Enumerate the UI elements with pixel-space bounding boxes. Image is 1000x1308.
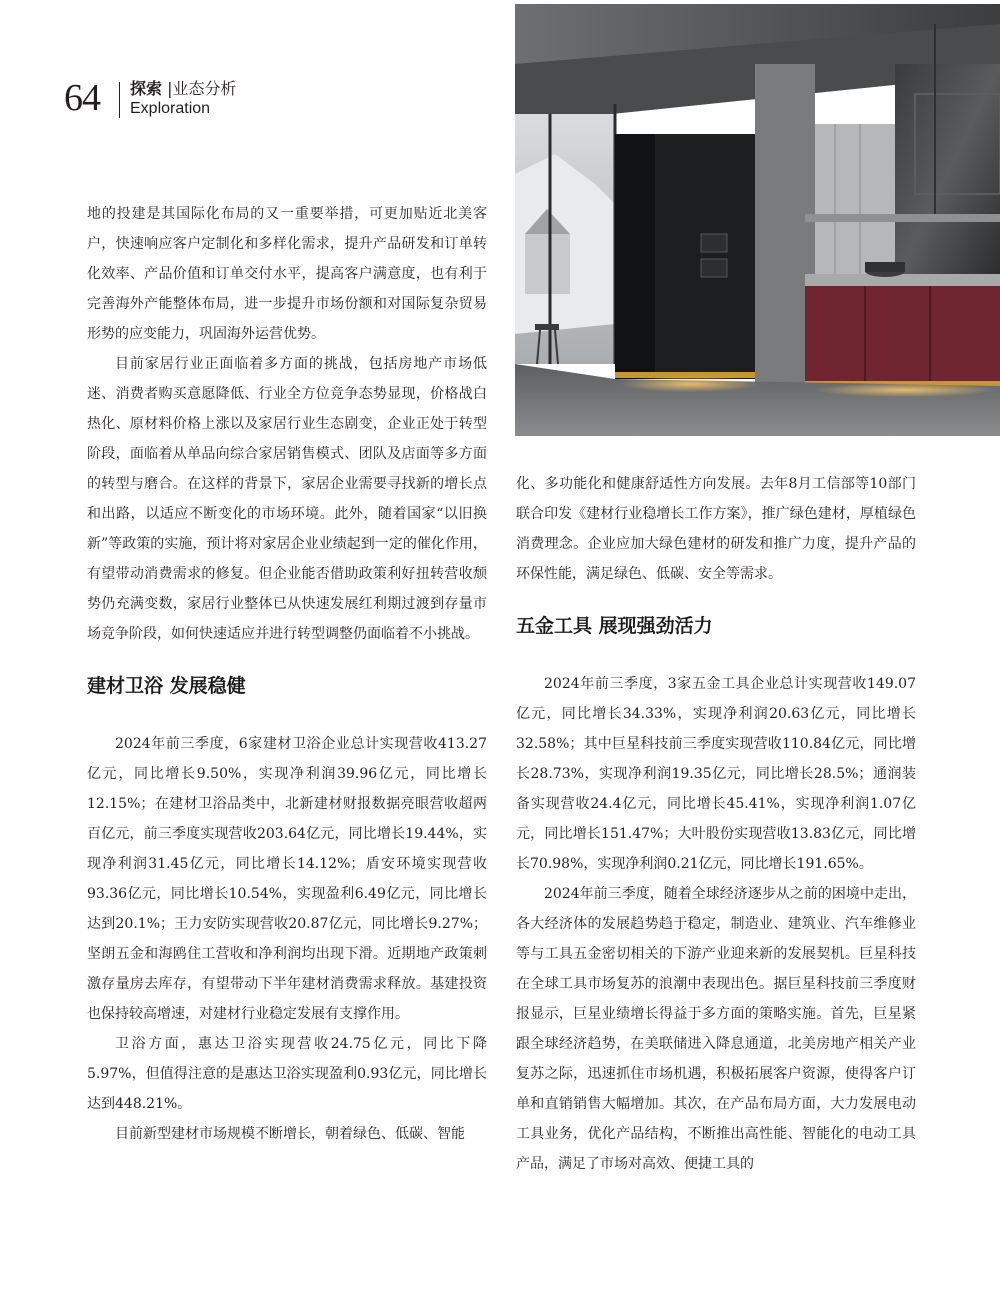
section-title: 探索 <box>130 79 163 98</box>
kitchen-photo-illustration <box>515 4 1000 436</box>
right-column <box>516 469 916 1179</box>
left-paragraph-1: 地的投建是其国际化布局的又一重要举措，可更加贴近北美客户，快速响应客户定制化和多样化需求，提升产品研发和订单转化效率、产品价值和订单交付水平，提高客户满意度，也有利于完善海外产能整体布局，进一步提升市场份额和对国际复杂贸易形势的应变能力，巩固海外运营优势。 <box>87 206 487 342</box>
page-number: 64 <box>64 77 100 119</box>
section-separator: | <box>167 79 173 98</box>
left-paragraph-2: 目前家居行业正面临着多方面的挑战，包括房地产市场低迷、消费者购买意愿降低、行业全方位竞争态势显现，价格战白热化、原材料价格上涨以及家居行业生态剧变，企业正处于转型阶段，面临着从单品向综合家居销售模式、团队及店面等多方面的转型与磨合。在这样的背景下，家居企业需要寻找新的增长点和出路，以适应不断变化的市场环境。此外，随着国家“以旧换新”等政策的实施，预计将对家居企业业绩起到一定的催化作用，有望带动消费需求的修复。但企业能否借助政策利好扭转营收颓势仍充满变数，家居行业整体已从快速发展红利期过渡到存量市场竞争阶段，如何快速适应并进行转型调整仍面临着不小挑战。 <box>87 356 487 642</box>
left-column <box>87 199 487 1149</box>
left-paragraph-4: 卫浴方面，惠达卫浴实现营收24.75亿元，同比下降5.97%，但值得注意的是惠达卫浴实现盈利0.93亿元，同比增长达到448.21%。 <box>87 1036 487 1112</box>
right-paragraph-3: 2024年前三季度，随着全球经济逐步从之前的困境中走出，各大经济体的发展趋势趋于稳定，制造业、建筑业、汽车维修业等与工具五金密切相关的下游产业迎来新的发展契机。巨星科技在全球工具市场复苏的浪潮中表现出色。据巨星科技前三季度财报显示，巨星业绩增长得益于多方面的策略实施。首先，巨星紧跟全球经济趋势，在美联储进入降息通道，北美房地产相关产业复苏之际，迅速抓住市场机遇，积极拓展客户资源，使得客户订单和直销销售大幅增加。其次，在产品布局方面，大力发展电动工具业务，优化产品结构，不断推出高性能、智能化的电动工具产品，满足了市场对高效、便捷工具的 <box>516 886 916 1172</box>
right-paragraph-1: 化、多功能化和健康舒适性方向发展。去年8月工信部等10部门联合印发《建材行业稳增长工作方案》，推广绿色建材，厚植绿色消费理念。企业应加大绿色建材的研发和推广力度，提升产品的环保性能，满足绿色、低碳、安全等需求。 <box>516 476 916 582</box>
section-label <box>130 79 237 99</box>
section-heading-building-materials: 建材卫浴 发展稳健 <box>87 675 246 697</box>
kitchen-interior-photo <box>515 4 1000 436</box>
left-paragraph-3: 2024年前三季度，6家建材卫浴企业总计实现营收413.27亿元，同比增长9.50%，实现净利润39.96亿元，同比增长12.15%；在建材卫浴品类中，北新建材财报数据亮眼营收超两百亿元，前三季度实现营收203.64亿元，同比增长19.44%，实现净利润31.45亿元，同比增长14.12%；盾安环境实现营收93.36亿元，同比增长10.54%，实现盈利6.49亿元，同比增长达到20.1%；王力安防实现营收20.87亿元，同比增长9.27%；坚朗五金和海鸥住工营收和净利润均出现下滑。近期地产政策刺激存量房去库存，有望带动下半年建材消费需求释放。基建投资也保持较高增速，对建材行业稳定发展有支撑作用。 <box>87 736 487 1022</box>
section-subtitle: 业态分析 <box>172 79 237 98</box>
left-paragraph-5: 目前新型建材市场规模不断增长，朝着绿色、低碳、智能 <box>115 1126 465 1142</box>
right-paragraph-2: 2024年前三季度，3家五金工具企业总计实现营收149.07亿元，同比增长34.33%，实现净利润20.63亿元，同比增长32.58%；其中巨星科技前三季度实现营收110.84亿元，同比增长28.73%，实现净利润19.35亿元，同比增长28.5%；通润装备实现营收24.4亿元，同比增长45.41%，实现净利润1.07亿元，同比增长151.47%；大叶股份实现营收13.83亿元，同比增长70.98%，实现净利润0.21亿元，同比增长191.65%。 <box>516 676 916 872</box>
section-heading-hardware-tools: 五金工具 展现强劲活力 <box>516 615 713 637</box>
header-divider <box>119 82 120 118</box>
section-english: Exploration <box>130 100 211 117</box>
